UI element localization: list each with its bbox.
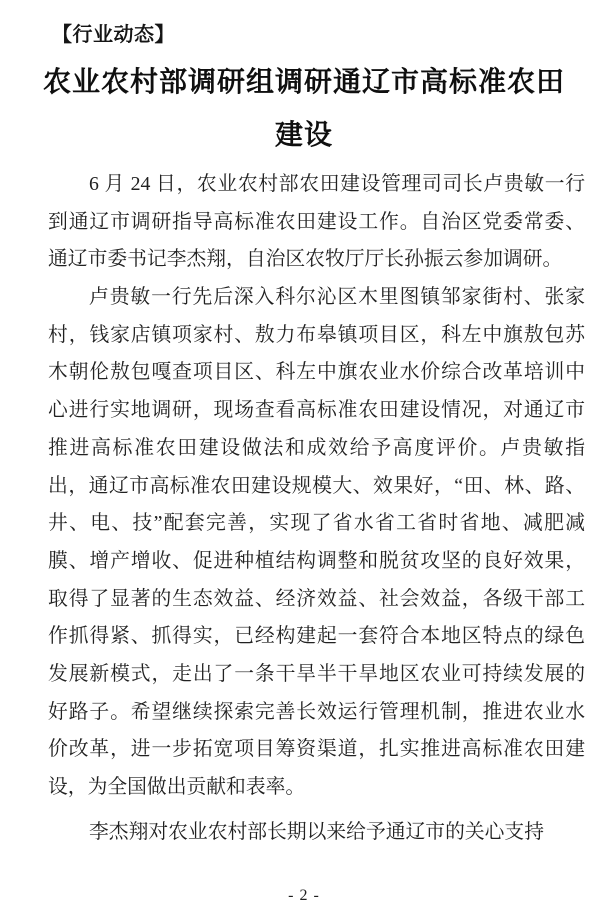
body-text-line: 通辽市委书记李杰翔，自治区农牧厅厅长孙振云参加调研。	[48, 248, 563, 271]
body-text-line: 村，钱家店镇项家村、敖力布皋镇项目区，科左中旗敖包苏	[48, 323, 585, 346]
body-text-line: 6 月 24 日，农业农村部农田建设管理司司长卢贵敏一行	[89, 173, 585, 195]
body-text-line: 李杰翔对农业农村部长期以来给予通辽市的关心支持	[89, 820, 544, 843]
body-text-line: 作抓得紧、抓得实，已经构建起一套符合本地区特点的绿色	[48, 625, 585, 648]
doc-title	[32, 56, 576, 162]
doc-body	[48, 166, 585, 851]
paragraph	[48, 166, 585, 279]
paragraph	[48, 279, 585, 807]
body-text-line: 膜、增产增收、促进种植结构调整和脱贫攻坚的良好效果，	[48, 549, 585, 572]
body-text-line: 井、电、技”配套完善，实现了省水省工省时省地、减肥减	[48, 512, 585, 535]
body-text-line: 木朝伦敖包嘎查项目区、科左中旗农业水价综合改革培训中	[48, 361, 585, 384]
body-text-line: 好路子。希望继续探索完善长效运行管理机制，推进农业水	[48, 700, 585, 723]
body-text-line: 到通辽市调研指导高标准农田建设工作。自治区党委常委、	[48, 210, 585, 233]
body-text-line: 取得了显著的生态效益、经济效益、社会效益，各级干部工	[48, 587, 585, 610]
body-text-line: 推进高标准农田建设做法和成效给予高度评价。卢贵敏指	[48, 436, 585, 459]
body-text-line: 出，通辽市高标准农田建设规模大、效果好，“田、林、路、	[48, 474, 585, 497]
body-text-line: 卢贵敏一行先后深入科尔沁区木里图镇邹家街村、张家	[89, 286, 585, 309]
body-text-line: 心进行实地调研，现场查看高标准农田建设情况，对通辽市	[48, 399, 585, 422]
page-number: - 2 -	[288, 887, 320, 904]
paragraph	[48, 814, 585, 852]
section-header: 【行业动态】	[52, 24, 175, 46]
doc-title-line-1: 农业农村部调研组调研通辽市高标准农田	[42, 67, 565, 98]
body-text-line: 发展新模式，走出了一条干旱半干旱地区农业可持续发展的	[48, 662, 585, 685]
doc-title-line-2: 建设	[274, 120, 333, 151]
body-text-line: 设，为全国做出贡献和表率。	[48, 776, 306, 798]
body-text-line: 价改革，进一步拓宽项目筹资渠道，扎实推进高标准农田建	[48, 738, 585, 761]
